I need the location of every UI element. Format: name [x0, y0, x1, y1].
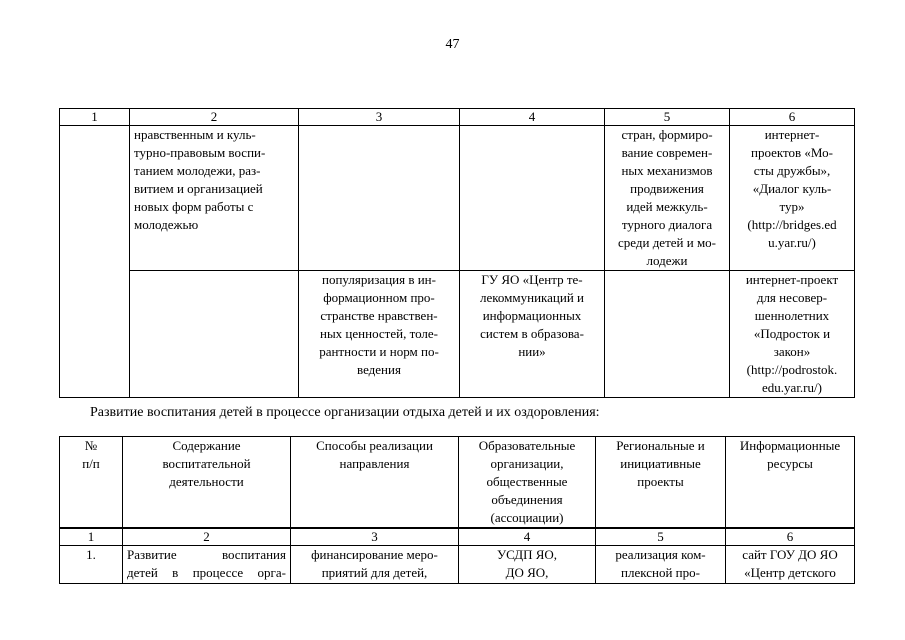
- table-row: [60, 546, 855, 584]
- header-methods: Способы реализации направления: [291, 437, 459, 528]
- method-cell: популяризация в ин- формационном про- странстве нравствен- ных ценностей, толе- рантности и норм по- ведения: [299, 271, 460, 398]
- header-number: № п/п: [60, 437, 123, 528]
- project-cell: стран, формиро- вание современ- ных механизмов продвижения идей межкуль- турного диалога среди детей и мо- лодежи: [605, 126, 730, 271]
- table-cell: [60, 126, 130, 398]
- row-number: 1.: [60, 546, 123, 584]
- col-number-3: 3: [299, 109, 460, 126]
- resource-cell: интернет- проектов «Мо- сты дружбы», «Диалог куль- тур» (http://bridges.ed u.yar.ru/): [730, 126, 855, 271]
- content-cell: Развитие воспитания детей в процессе орга-: [123, 546, 291, 584]
- resource-cell: интернет-проект для несовер- шеннолетних «Подросток и закон» (http://podrostok. edu.yar.ru/): [730, 271, 855, 398]
- col-number-3: 3: [291, 529, 459, 546]
- col-number-6: 6: [730, 109, 855, 126]
- project-cell: реализация ком- плексной про-: [596, 546, 726, 584]
- col-number-6: 6: [726, 529, 855, 546]
- header-organizations: Образовательные организации, общественные объединения (ассоциации): [459, 437, 596, 528]
- col-number-5: 5: [605, 109, 730, 126]
- column-number-row: [60, 529, 855, 546]
- table-row: [60, 271, 855, 398]
- section-caption: Развитие воспитания детей в процессе организации отдыха детей и их оздоровления:: [90, 405, 600, 420]
- page-number: 47: [445, 37, 460, 52]
- table-cell: [299, 126, 460, 271]
- col-number-2: 2: [123, 529, 291, 546]
- table-continuation: [59, 108, 855, 398]
- column-number-row: [60, 109, 855, 126]
- table-body: [59, 528, 855, 584]
- table-cell: [460, 126, 605, 271]
- header-projects: Региональные и инициативные проекты: [596, 437, 726, 528]
- organization-cell: ГУ ЯО «Центр те- лекоммуникаций и информационных систем в образова- нии»: [460, 271, 605, 398]
- table-header: [59, 436, 855, 528]
- col-number-4: 4: [460, 109, 605, 126]
- col-number-5: 5: [596, 529, 726, 546]
- table-cell: [130, 271, 299, 398]
- table-row: [60, 126, 855, 271]
- header-resources: Информационные ресурсы: [726, 437, 855, 528]
- col-number-4: 4: [459, 529, 596, 546]
- header-row: [60, 437, 855, 528]
- table-cell: [605, 271, 730, 398]
- content-cell: нравственным и куль- турно-правовым воспи- танием молодежи, раз- витием и организацией новых форм работы с молодежью: [130, 126, 299, 271]
- resource-cell: сайт ГОУ ДО ЯО «Центр детского: [726, 546, 855, 584]
- method-cell: финансирование меро- приятий для детей,: [291, 546, 459, 584]
- col-number-1: 1: [60, 109, 130, 126]
- col-number-2: 2: [130, 109, 299, 126]
- header-content: Содержание воспитательной деятельности: [123, 437, 291, 528]
- col-number-1: 1: [60, 529, 123, 546]
- organization-cell: УСДП ЯО, ДО ЯО,: [459, 546, 596, 584]
